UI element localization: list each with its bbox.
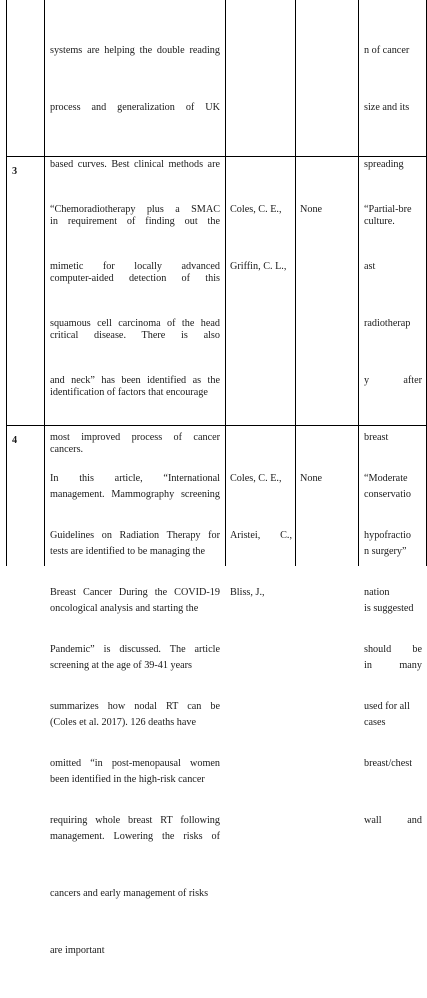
text-line: “Partial-bre	[364, 204, 412, 215]
table-cell-finding	[364, 431, 422, 868]
text-line: systems are helping the double reading	[50, 45, 220, 56]
text-line: summarizes how nodal RT can be	[50, 701, 220, 712]
text-line: management. Mammography screening	[50, 489, 220, 500]
text-line: (Coles et al. 2017). 126 deaths have	[50, 717, 196, 728]
text-line: nation	[364, 587, 390, 598]
text-line: Griffin, C. L.,	[230, 261, 287, 272]
text-line: based curves. Best clinical methods are	[50, 159, 220, 170]
text-line: wall and	[364, 815, 422, 826]
text-line: Breast Cancer During the COVID-19	[50, 587, 220, 598]
text-line: cases	[364, 717, 386, 728]
table-border-left	[6, 0, 7, 566]
text-line: spreading	[364, 159, 404, 170]
text-line: None	[300, 204, 323, 215]
text-line: cancers.	[50, 444, 84, 455]
text-line: Bliss, J.,	[230, 587, 265, 598]
text-line: Coles, C. E.,	[230, 473, 282, 484]
text-line: and neck” has been identified as the	[50, 375, 220, 386]
table-cell-gaps	[300, 431, 354, 526]
text-line: “Moderate	[364, 473, 408, 484]
text-line: requiring whole breast RT following	[50, 815, 220, 826]
table-divider-authors	[295, 0, 296, 566]
text-line: Aristei, C.,	[230, 530, 292, 541]
text-line: used for all	[364, 701, 410, 712]
text-line: screening at the age of 39-41 years	[50, 660, 192, 671]
text-line: culture.	[364, 216, 395, 227]
text-line: identification of factors that encourage	[50, 387, 208, 398]
table-cell-gaps	[300, 162, 354, 257]
text-line: computer-aided detection of this	[50, 273, 220, 284]
text-line: is suggested	[364, 603, 414, 614]
text-line: management. Lowering the risks of	[50, 831, 220, 842]
table-cell-content	[50, 431, 220, 868]
text-line: size and its	[364, 102, 410, 113]
row-number: 3	[12, 166, 18, 177]
text-line: Pandemic” is discussed. The article	[50, 644, 220, 655]
text-line: breast/chest	[364, 758, 413, 769]
table-divider-content	[225, 0, 226, 566]
text-line: n surgery”	[364, 546, 407, 557]
text-line: radiotherap	[364, 318, 411, 329]
text-line: “Chemoradiotherapy plus a SMAC	[50, 204, 220, 215]
text-line: been identified in the high-risk cancer	[50, 774, 205, 785]
text-line: mimetic for locally advanced	[50, 261, 220, 272]
text-line: critical disease. There is also	[50, 330, 220, 341]
text-line: omitted “in post-menopausal women	[50, 758, 220, 769]
text-line: n of cancer	[364, 45, 410, 56]
row-number: 4	[12, 435, 18, 446]
text-line: tests are identified to be managing the	[50, 546, 206, 557]
text-line: most improved process of cancer	[50, 432, 220, 443]
table-cell-authors	[230, 162, 292, 314]
table-divider-number	[44, 0, 45, 566]
text-line: In this article, “International	[50, 473, 220, 484]
text-line: in requirement of finding out the	[50, 216, 220, 227]
text-line: in many	[364, 660, 422, 671]
table-cell-authors	[230, 431, 292, 640]
text-line: hypofractio	[364, 530, 411, 541]
text-line: Coles, C. E.,	[230, 204, 282, 215]
text-line: y after	[364, 375, 422, 386]
text-line: should be	[364, 644, 422, 655]
text-line: None	[300, 473, 323, 484]
text-line: squamous cell carcinoma of the head	[50, 318, 220, 329]
text-line: oncological analysis and starting the	[50, 603, 199, 614]
text-line: process and generalization of UK	[50, 102, 220, 113]
text-line: breast	[364, 432, 389, 443]
text-line: are important	[50, 945, 105, 956]
text-line: Guidelines on Radiation Therapy for	[50, 530, 220, 541]
table-divider-gaps	[358, 0, 359, 566]
text-line: cancers and early management of risks	[50, 888, 209, 899]
text-line: ast	[364, 261, 376, 272]
text-line: conservatio	[364, 489, 411, 500]
